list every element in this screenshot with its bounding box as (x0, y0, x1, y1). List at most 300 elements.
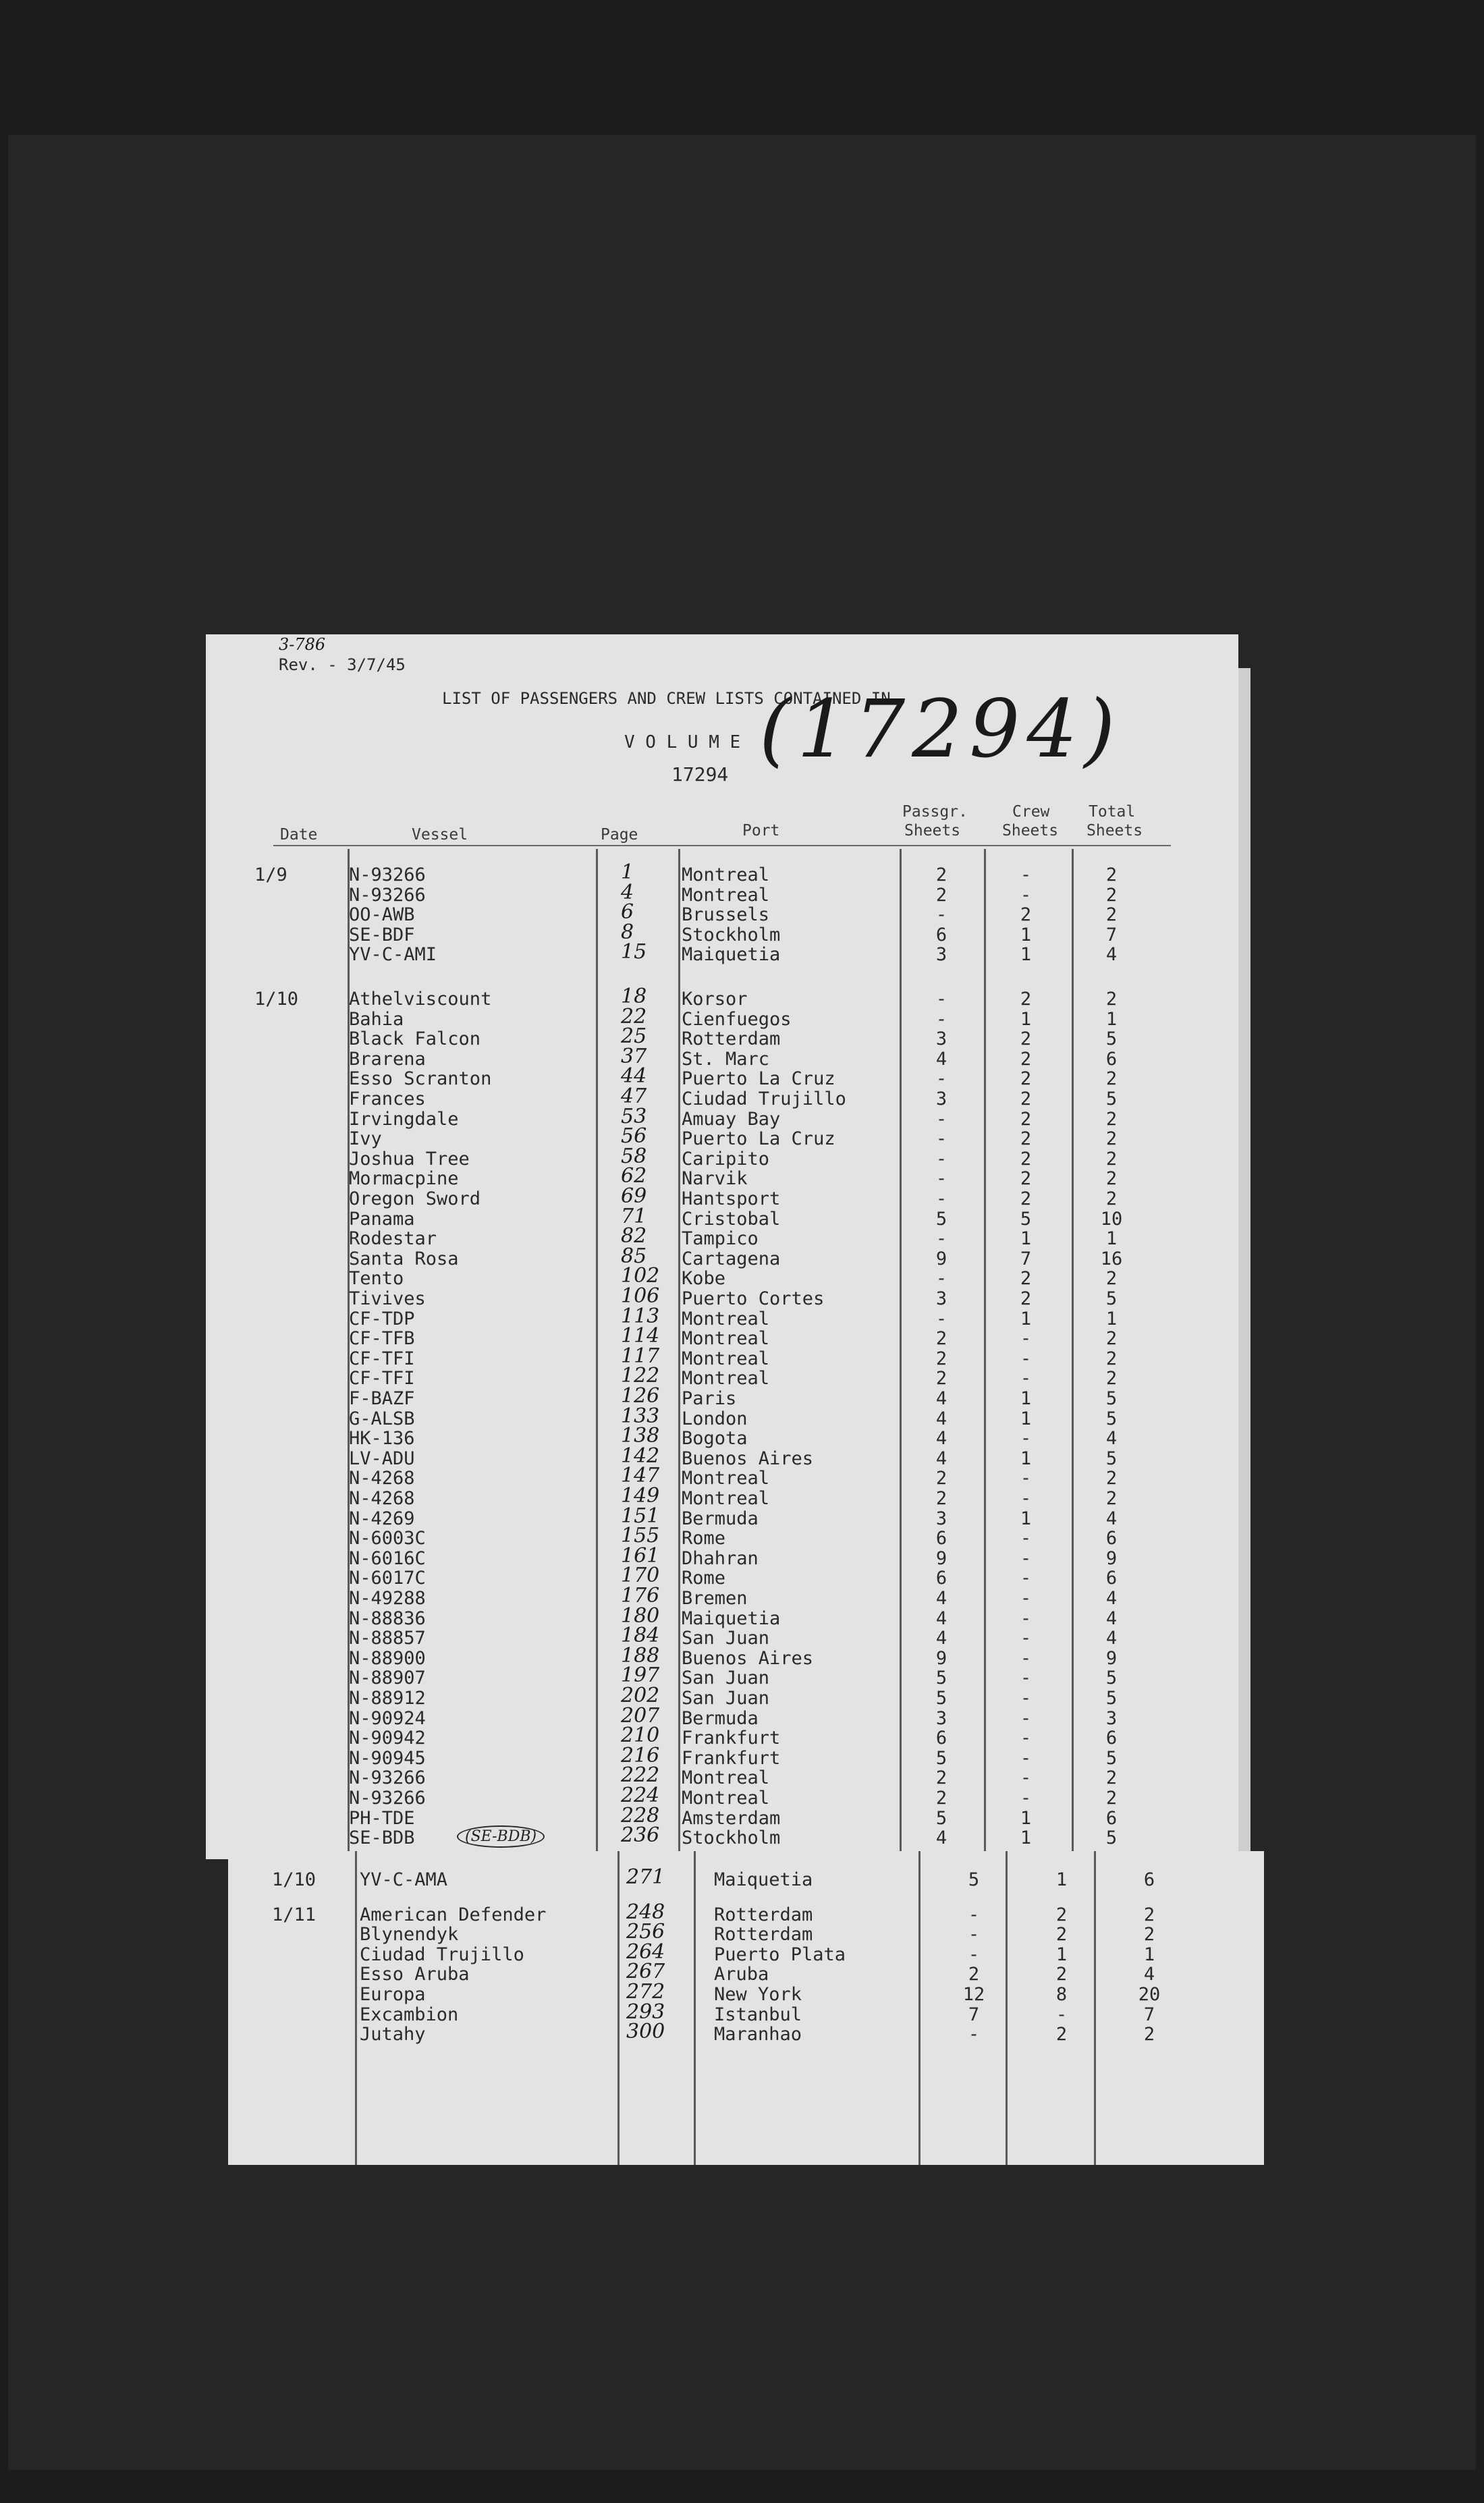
strip-divider-port (918, 1851, 920, 2165)
page-number: 161 (621, 1543, 660, 1568)
form-revision: Rev. - 3/7/45 (279, 655, 406, 674)
passenger-sheets: - (968, 2024, 980, 2045)
crew-sheets: 2 (1020, 989, 1032, 1010)
crew-sheets: 2 (1020, 1268, 1032, 1290)
crew-sheets: 1 (1020, 1827, 1032, 1849)
port-name: Montreal (682, 1368, 770, 1390)
page-number: 106 (621, 1284, 660, 1308)
crew-sheets: - (1020, 864, 1032, 885)
total-sheets: 2 (1105, 904, 1118, 926)
port-name: Puerto La Cruz (682, 1068, 835, 1090)
vessel-name: PH-TDE (349, 1807, 415, 1829)
document-title: LIST OF PASSENGERS AND CREW LISTS CONTAINED IN (442, 689, 891, 708)
total-sheets: 2 (1105, 884, 1118, 906)
page-number: 170 (621, 1564, 660, 1588)
port-name: Bogota (682, 1428, 748, 1450)
crew-sheets: 8 (1055, 1984, 1068, 2005)
page-number: 271 (626, 1865, 665, 1889)
crew-sheets: 2 (1020, 1108, 1032, 1130)
crew-sheets: - (1020, 1588, 1032, 1609)
page-number: 4 (621, 880, 634, 904)
passenger-sheets: - (968, 1944, 980, 1965)
total-sheets: 2 (1105, 1468, 1118, 1489)
passenger-sheets: 2 (935, 1788, 947, 1809)
crew-sheets: - (1020, 884, 1032, 906)
passenger-sheets: - (968, 1924, 980, 1946)
total-sheets: 4 (1143, 1964, 1155, 1985)
vessel-note: (SE-BDB) (457, 1825, 545, 1848)
total-sheets: 4 (1105, 1508, 1118, 1529)
port-name: Maiquetia (714, 1869, 813, 1890)
port-name: Stockholm (682, 1827, 781, 1849)
port-name: Cristobal (682, 1208, 781, 1230)
crew-sheets: 1 (1020, 1308, 1032, 1329)
passenger-sheets: 2 (935, 1468, 947, 1489)
sheet-edge (1238, 668, 1251, 1863)
total-sheets: 4 (1105, 944, 1118, 966)
port-name: Tampico (682, 1228, 759, 1250)
vessel-name: YV-C-AMA (360, 1869, 448, 1890)
total-sheets: 2 (1105, 989, 1118, 1010)
port-name: San Juan (682, 1668, 770, 1689)
vessel-name: Bahia (349, 1008, 404, 1030)
crew-sheets: - (1020, 1468, 1032, 1489)
crew-sheets: 2 (1055, 2024, 1068, 2045)
total-sheets: 2 (1105, 1348, 1118, 1369)
total-sheets: 6 (1105, 1728, 1118, 1749)
passenger-sheets: 2 (935, 1368, 947, 1390)
port-name: Rotterdam (714, 1904, 813, 1925)
total-sheets: 2 (1105, 1788, 1118, 1809)
total-sheets: 10 (1100, 1208, 1123, 1230)
crew-sheets: 2 (1055, 1904, 1068, 1925)
total-sheets: 6 (1105, 1568, 1118, 1589)
passenger-sheets: 5 (935, 1688, 947, 1709)
page-number: 210 (621, 1724, 660, 1748)
crew-sheets: 1 (1020, 924, 1032, 945)
page-number: 25 (621, 1024, 647, 1049)
total-sheets: 2 (1105, 1108, 1118, 1130)
crew-sheets: 2 (1020, 1168, 1032, 1190)
vessel-name: Athelviscount (349, 989, 492, 1010)
crew-sheets: - (1020, 1348, 1032, 1369)
page-number: 69 (621, 1184, 647, 1208)
passenger-sheets: 4 (935, 1388, 947, 1409)
vessel-name: Jutahy (360, 2024, 426, 2045)
vessel-name: G-ALSB (349, 1408, 415, 1429)
crew-sheets: - (1020, 1488, 1032, 1509)
strip-divider-page (694, 1851, 696, 2165)
port-name: Rome (682, 1568, 726, 1589)
crew-sheets: - (1020, 1707, 1032, 1729)
passenger-sheets: 4 (935, 1408, 947, 1429)
passenger-sheets: 2 (935, 884, 947, 906)
port-name: San Juan (682, 1688, 770, 1709)
vessel-name: N-93266 (349, 1788, 426, 1809)
page-number: 53 (621, 1104, 647, 1128)
passenger-sheets: 3 (935, 1707, 947, 1729)
col-port: Port (742, 822, 780, 840)
port-name: Rome (682, 1528, 726, 1549)
vessel-name: N-90924 (349, 1707, 426, 1729)
vessel-name: N-88900 (349, 1647, 426, 1669)
page-number: 176 (621, 1584, 660, 1607)
crew-sheets: - (1020, 1647, 1032, 1669)
passenger-sheets: 4 (935, 1827, 947, 1849)
port-name: Montreal (682, 1767, 770, 1789)
passenger-sheets: 5 (935, 1807, 947, 1829)
page-number: 22 (621, 1004, 647, 1028)
page-number: 37 (621, 1044, 647, 1068)
port-name: Amuay Bay (682, 1108, 781, 1130)
total-sheets: 1 (1105, 1308, 1118, 1329)
passenger-sheets: 5 (935, 1208, 947, 1230)
page-number: 1 (621, 860, 634, 884)
port-name: Paris (682, 1388, 737, 1409)
crew-sheets: 2 (1020, 1128, 1032, 1150)
total-sheets: 4 (1105, 1588, 1118, 1609)
crew-sheets: 2 (1055, 1964, 1068, 1985)
passenger-sheets: 12 (962, 1984, 985, 2005)
port-name: Puerto Plata (714, 1944, 846, 1965)
vessel-name: Esso Aruba (360, 1964, 470, 1985)
crew-sheets: - (1020, 1328, 1032, 1350)
vessel-name: Brarena (349, 1048, 426, 1070)
crew-sheets: 2 (1020, 1148, 1032, 1170)
passenger-sheets: 3 (935, 1508, 947, 1529)
page-number: 228 (621, 1803, 660, 1827)
port-name: Stockholm (682, 924, 781, 945)
passenger-sheets: - (935, 1068, 947, 1090)
total-sheets: 6 (1143, 1869, 1155, 1890)
crew-sheets: 2 (1020, 1188, 1032, 1209)
page-number: 58 (621, 1144, 647, 1168)
page-number: 293 (626, 2000, 665, 2024)
page-number: 264 (626, 1940, 665, 1964)
page-number: 224 (621, 1784, 660, 1807)
passenger-sheets: - (935, 1108, 947, 1130)
crew-sheets: 2 (1055, 1924, 1068, 1946)
page-number: 6 (621, 900, 634, 925)
page-number: 202 (621, 1684, 660, 1707)
port-name: St. Marc (682, 1048, 770, 1070)
total-sheets: 1 (1143, 1944, 1155, 1965)
port-name: Bermuda (682, 1508, 759, 1529)
port-name: Montreal (682, 884, 770, 906)
vessel-name: Santa Rosa (349, 1248, 459, 1269)
passenger-sheets: 4 (935, 1428, 947, 1450)
page-number: 248 (626, 1900, 665, 1924)
passenger-sheets: 2 (935, 864, 947, 885)
col-divider-page (678, 849, 680, 1859)
col-divider-passengers (984, 849, 986, 1859)
crew-sheets: - (1020, 1547, 1032, 1569)
port-name: Montreal (682, 864, 770, 885)
col-page: Page (601, 826, 638, 844)
total-sheets: 9 (1105, 1547, 1118, 1569)
port-name: Narvik (682, 1168, 748, 1190)
total-sheets: 20 (1138, 1984, 1161, 2005)
vessel-name: LV-ADU (349, 1448, 415, 1469)
page-number: 272 (626, 1980, 665, 2004)
crew-sheets: 1 (1020, 944, 1032, 966)
total-sheets: 2 (1105, 1268, 1118, 1290)
vessel-name: Blynendyk (360, 1924, 459, 1946)
page-number: 222 (621, 1763, 660, 1788)
vessel-name: N-90945 (349, 1747, 426, 1769)
passenger-sheets: - (935, 1128, 947, 1150)
port-name: Bermuda (682, 1707, 759, 1729)
crew-sheets: - (1020, 1767, 1032, 1789)
document-strip (228, 1851, 1264, 2165)
port-name: Dhahran (682, 1547, 759, 1569)
passenger-sheets: 9 (935, 1647, 947, 1669)
vessel-name: OO-AWB (349, 904, 415, 926)
passenger-sheets: - (935, 904, 947, 926)
passenger-sheets: 2 (968, 1964, 980, 1985)
total-sheets: 4 (1105, 1428, 1118, 1450)
page-number: 216 (621, 1743, 660, 1767)
crew-sheets: - (1020, 1688, 1032, 1709)
passenger-sheets: 3 (935, 1089, 947, 1109)
passenger-sheets: - (935, 1008, 947, 1030)
port-name: San Juan (682, 1628, 770, 1649)
port-name: Caripito (682, 1148, 770, 1170)
total-sheets: 2 (1105, 1148, 1118, 1170)
page-number: 300 (626, 2020, 665, 2044)
page-number: 155 (621, 1524, 660, 1548)
port-name: Ciudad Trujillo (682, 1089, 846, 1109)
crew-sheets: 1 (1020, 1408, 1032, 1429)
passenger-sheets: 2 (935, 1348, 947, 1369)
vessel-name: CF-TDP (349, 1308, 415, 1329)
port-name: Montreal (682, 1308, 770, 1329)
passenger-sheets: 4 (935, 1588, 947, 1609)
passenger-sheets: 6 (935, 1728, 947, 1749)
total-sheets: 2 (1105, 1168, 1118, 1190)
volume-number: 17294 (671, 763, 729, 786)
page-number: 114 (621, 1324, 660, 1348)
crew-sheets: 1 (1020, 1508, 1032, 1529)
vessel-name: N-88907 (349, 1668, 426, 1689)
port-name: Rotterdam (714, 1924, 813, 1946)
passenger-sheets: - (935, 1308, 947, 1329)
col-passengers-1: Passgr. (902, 803, 968, 821)
total-sheets: 6 (1105, 1528, 1118, 1549)
vessel-name: N-4268 (349, 1488, 415, 1509)
vessel-name: Rodestar (349, 1228, 437, 1250)
total-sheets: 5 (1105, 1668, 1118, 1689)
total-sheets: 5 (1105, 1028, 1118, 1050)
port-name: Montreal (682, 1488, 770, 1509)
entry-date: 1/10 (272, 1869, 317, 1890)
port-name: Cartagena (682, 1248, 781, 1269)
vessel-name: N-93266 (349, 884, 426, 906)
vessel-name: Excambion (360, 2004, 459, 2025)
passenger-sheets: 6 (935, 924, 947, 945)
crew-sheets: 1 (1055, 1869, 1068, 1890)
vessel-name: N-93266 (349, 864, 426, 885)
port-name: Aruba (714, 1964, 769, 1985)
vessel-name: N-6003C (349, 1528, 426, 1549)
vessel-name: N-6016C (349, 1547, 426, 1569)
crew-sheets: 2 (1020, 904, 1032, 926)
crew-sheets: 1 (1020, 1388, 1032, 1409)
col-date: Date (280, 826, 318, 844)
crew-sheets: 1 (1055, 1944, 1068, 1965)
vessel-name: SE-BDB (349, 1827, 415, 1849)
vessel-name: American Defender (360, 1904, 547, 1925)
vessel-name: N-4268 (349, 1468, 415, 1489)
total-sheets: 5 (1105, 1747, 1118, 1769)
page-number: 256 (626, 1920, 665, 1944)
page-number: 102 (621, 1264, 660, 1288)
page-number: 56 (621, 1124, 647, 1149)
passenger-sheets: 6 (935, 1528, 947, 1549)
vessel-name: N-88836 (349, 1607, 426, 1629)
volume-handwritten: (17294) (759, 682, 1122, 775)
passenger-sheets: 2 (935, 1767, 947, 1789)
passenger-sheets: 4 (935, 1628, 947, 1649)
crew-sheets: - (1020, 1628, 1032, 1649)
total-sheets: 2 (1105, 1128, 1118, 1150)
vessel-name: Joshua Tree (349, 1148, 470, 1170)
page-number: 15 (621, 940, 647, 964)
page-number: 184 (621, 1624, 660, 1648)
port-name: Rotterdam (682, 1028, 781, 1050)
passenger-sheets: 3 (935, 944, 947, 966)
vessel-name: CF-TFI (349, 1368, 415, 1390)
col-divider-vessel (596, 849, 598, 1859)
port-name: Puerto Cortes (682, 1288, 825, 1309)
total-sheets: 3 (1105, 1707, 1118, 1729)
vessel-name: Black Falcon (349, 1028, 481, 1050)
vessel-name: Frances (349, 1089, 426, 1109)
page-number: 47 (621, 1084, 647, 1108)
page-number: 267 (626, 1960, 665, 1984)
col-passengers-2: Sheets (904, 822, 961, 840)
passenger-sheets: 2 (935, 1328, 947, 1350)
vessel-name: YV-C-AMI (349, 944, 437, 966)
vessel-name: CF-TFB (349, 1328, 415, 1350)
passenger-sheets: 5 (935, 1668, 947, 1689)
col-total-2: Sheets (1087, 822, 1143, 840)
total-sheets: 2 (1105, 1068, 1118, 1090)
crew-sheets: 1 (1020, 1008, 1032, 1030)
crew-sheets: 1 (1020, 1448, 1032, 1469)
passenger-sheets: - (935, 1268, 947, 1290)
page-number: 236 (621, 1823, 660, 1848)
page-number: 117 (621, 1344, 660, 1368)
port-name: Cienfuegos (682, 1008, 792, 1030)
total-sheets: 2 (1143, 1924, 1155, 1946)
col-vessel: Vessel (412, 826, 468, 844)
crew-sheets: 2 (1020, 1288, 1032, 1309)
crew-sheets: - (1055, 2004, 1068, 2025)
page-number: 85 (621, 1244, 647, 1268)
page-number: 122 (621, 1364, 660, 1388)
vessel-name: Europa (360, 1984, 426, 2005)
crew-sheets: - (1020, 1607, 1032, 1629)
total-sheets: 2 (1143, 2024, 1155, 2045)
vessel-name: N-93266 (349, 1767, 426, 1789)
passenger-sheets: 6 (935, 1568, 947, 1589)
page-number: 113 (621, 1304, 660, 1328)
col-divider-crew (1072, 849, 1074, 1859)
total-sheets: 2 (1105, 1488, 1118, 1509)
total-sheets: 2 (1105, 1767, 1118, 1789)
strip-divider-passengers (1006, 1851, 1008, 2165)
port-name: Maiquetia (682, 1607, 781, 1629)
crew-sheets: 2 (1020, 1048, 1032, 1070)
vessel-name: F-BAZF (349, 1388, 415, 1409)
crew-sheets: 2 (1020, 1068, 1032, 1090)
port-name: Maranhao (714, 2024, 802, 2045)
strip-divider-date (355, 1851, 357, 2165)
crew-sheets: - (1020, 1788, 1032, 1809)
page-number: 18 (621, 985, 647, 1008)
vessel-name: CF-TFI (349, 1348, 415, 1369)
vessel-name: N-6017C (349, 1568, 426, 1589)
vessel-name: Oregon Sword (349, 1188, 481, 1209)
crew-sheets: - (1020, 1668, 1032, 1689)
total-sheets: 2 (1105, 1328, 1118, 1350)
vessel-name: Panama (349, 1208, 415, 1230)
page-number: 126 (621, 1384, 660, 1408)
total-sheets: 7 (1105, 924, 1118, 945)
form-number: 3-786 (279, 635, 326, 654)
document-sheet (206, 634, 1238, 1859)
vessel-name: Tento (349, 1268, 404, 1290)
page-number: 149 (621, 1484, 660, 1508)
total-sheets: 5 (1105, 1288, 1118, 1309)
total-sheets: 1 (1105, 1228, 1118, 1250)
passenger-sheets: 3 (935, 1028, 947, 1050)
port-name: Montreal (682, 1348, 770, 1369)
entry-date: 1/9 (254, 864, 287, 885)
total-sheets: 16 (1100, 1248, 1123, 1269)
page-number: 44 (621, 1064, 647, 1089)
port-name: New York (714, 1984, 802, 2005)
crew-sheets: - (1020, 1568, 1032, 1589)
vessel-name: Ciudad Trujillo (360, 1944, 524, 1965)
passenger-sheets: - (968, 1904, 980, 1925)
vessel-name: Tivives (349, 1288, 426, 1309)
total-sheets: 5 (1105, 1089, 1118, 1109)
crew-sheets: 2 (1020, 1089, 1032, 1109)
crew-sheets: - (1020, 1728, 1032, 1749)
port-name: Istanbul (714, 2004, 802, 2025)
passenger-sheets: 2 (935, 1488, 947, 1509)
page-number: 138 (621, 1424, 660, 1448)
crew-sheets: 7 (1020, 1248, 1032, 1269)
total-sheets: 2 (1105, 1368, 1118, 1390)
col-crew-2: Sheets (1002, 822, 1059, 840)
passenger-sheets: - (935, 1228, 947, 1250)
total-sheets: 5 (1105, 1388, 1118, 1409)
page-number: 62 (621, 1164, 647, 1188)
crew-sheets: 1 (1020, 1228, 1032, 1250)
vessel-name: Irvingdale (349, 1108, 459, 1130)
passenger-sheets: - (935, 1148, 947, 1170)
total-sheets: 5 (1105, 1688, 1118, 1709)
vessel-name: N-49288 (349, 1588, 426, 1609)
port-name: Montreal (682, 1468, 770, 1489)
col-total-1: Total (1089, 803, 1136, 821)
crew-sheets: 5 (1020, 1208, 1032, 1230)
entry-date: 1/11 (272, 1904, 317, 1925)
port-name: Maiquetia (682, 944, 781, 966)
